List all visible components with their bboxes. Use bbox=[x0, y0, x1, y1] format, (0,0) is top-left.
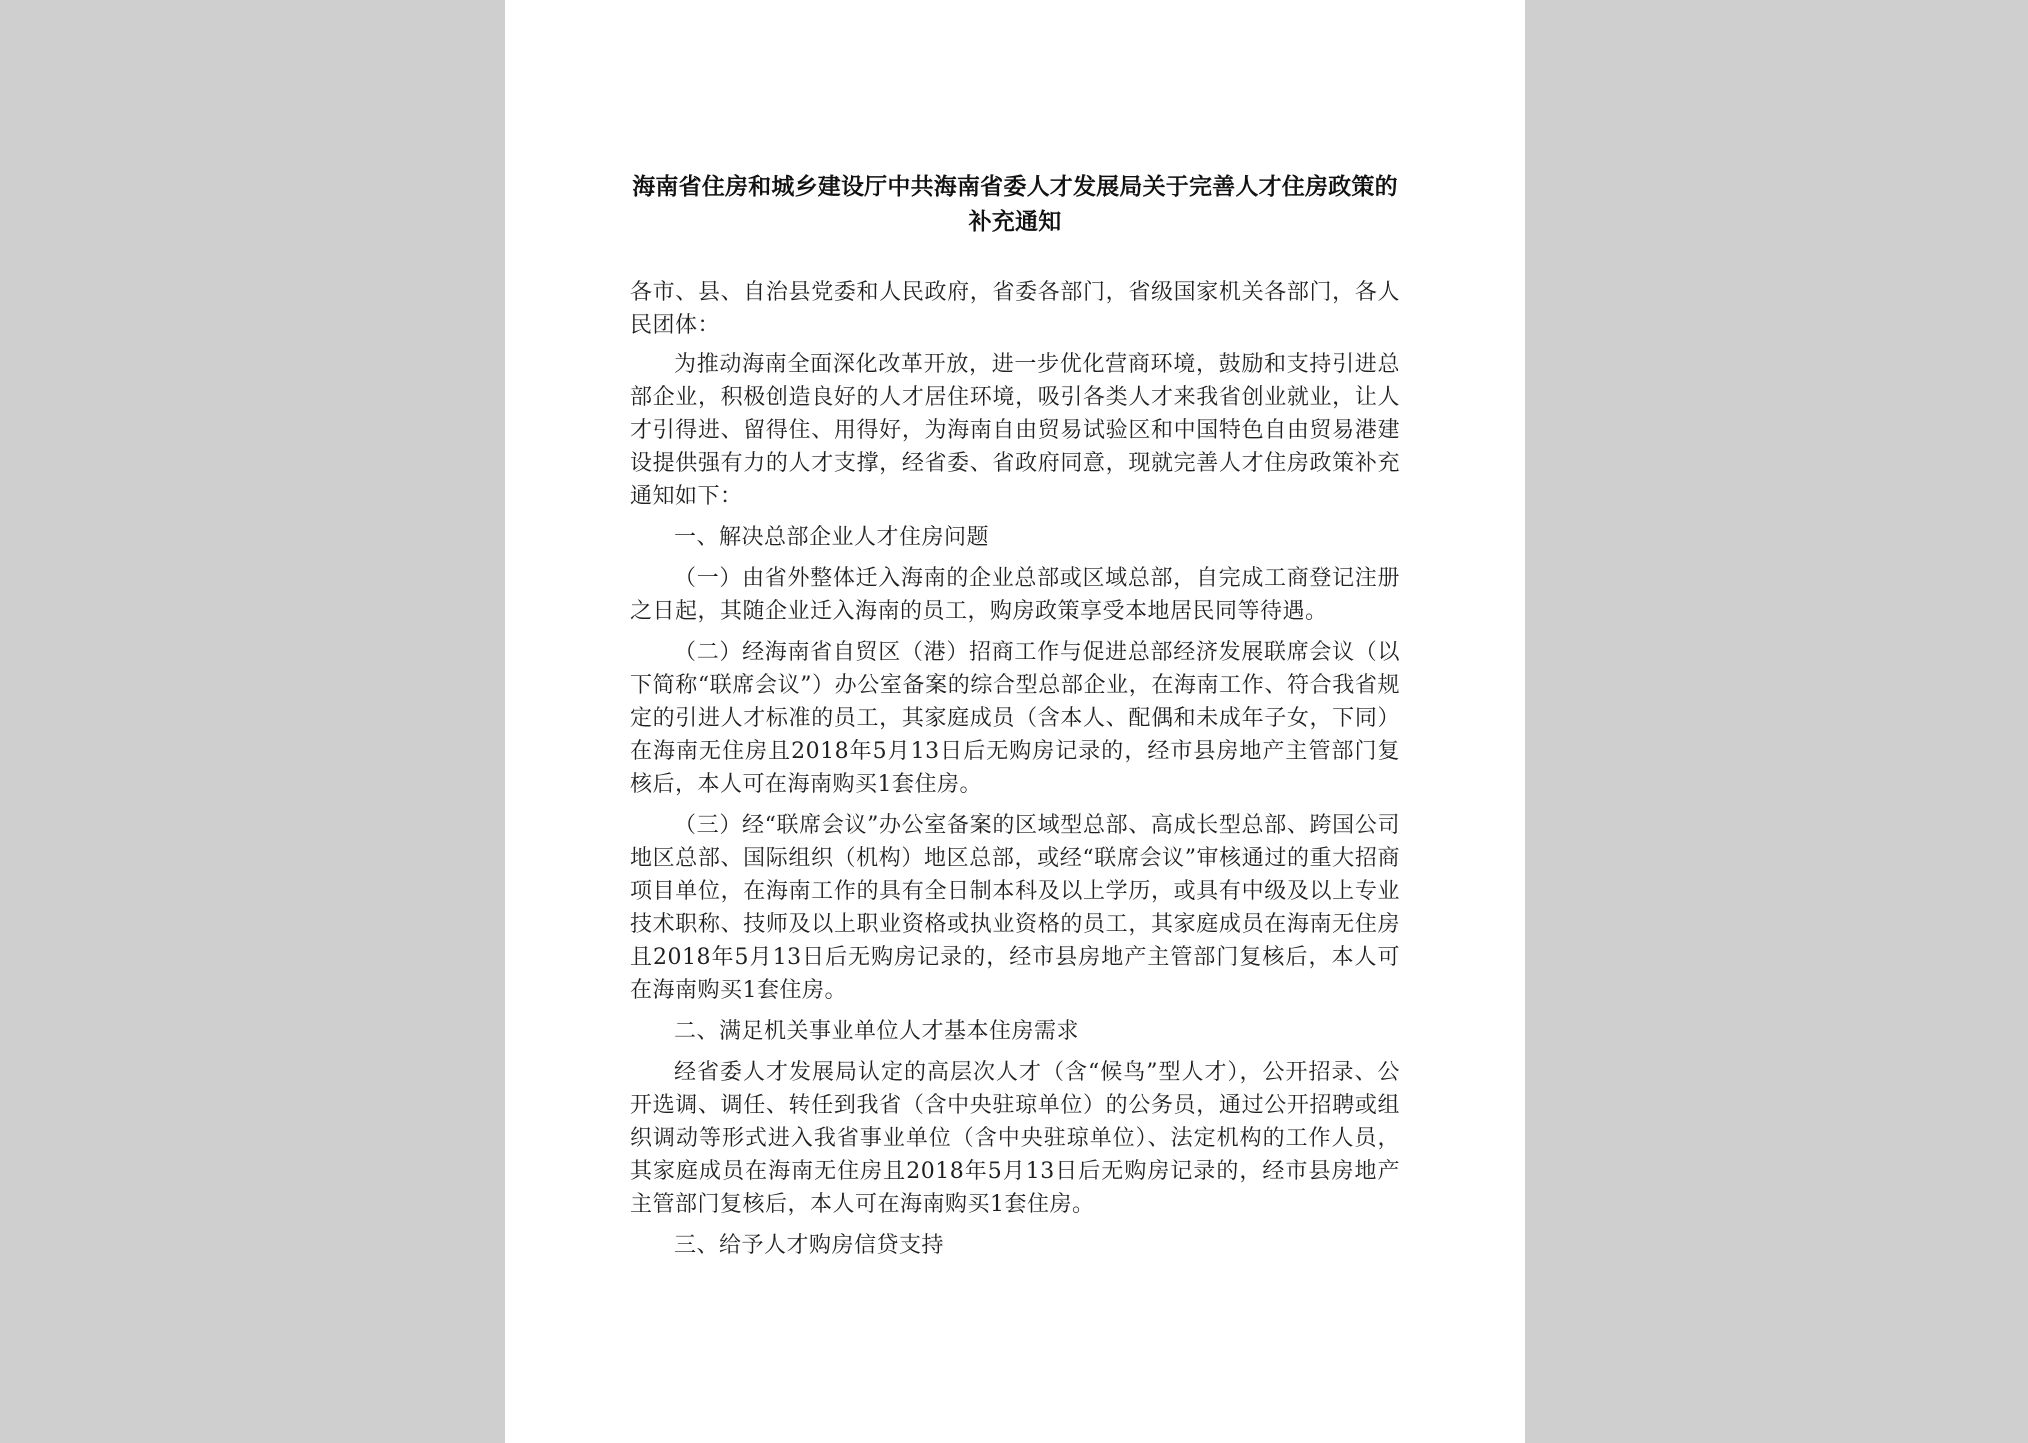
paragraph-intro: 为推动海南全面深化改革开放，进一步优化营商环境，鼓励和支持引进总部企业，积极创造良好的人才居住环境，吸引各类人才来我省创业就业，让人才引得进、留得住、用得好，为海南自由贸易试验区和中国特色自由贸易港建设提供强有力的人才支撑，经省委、省政府同意，现就完善人才住房政策补充通知如下： bbox=[630, 352, 1400, 509]
paragraph-item-3: （三）经“联席会议”办公室备案的区域型总部、高成长型总部、跨国公司地区总部、国际组织（机构）地区总部，或经“联席会议”审核通过的重大招商项目单位，在海南工作的具有全日制本科及以上学历，或具有中级及以上专业技术职称、技师及以上职业资格或执业资格的员工，其家庭成员在海南无住房且2018年5月13日后无购房记录的，经市县房地产主管部门复核后，本人可在海南购买1套住房。 bbox=[630, 813, 1400, 1003]
section-heading-3: 三、给予人才购房信贷支持 bbox=[674, 1233, 945, 1258]
salutation: 各市、县、自治县党委和人民政府，省委各部门，省级国家机关各部门，各人民团体： bbox=[630, 280, 1400, 338]
document-body bbox=[630, 276, 1400, 1270]
paragraph-section-2: 经省委人才发展局认定的高层次人才（含“候鸟”型人才），公开招录、公开选调、调任、转任到我省（含中央驻琼单位）的公务员，通过公开招聘或组织调动等形式进入我省事业单位（含中央驻琼单位）、法定机构的工作人员，其家庭成员在海南无住房且2018年5月13日后无购房记录的，经市县房地产主管部门复核后，本人可在海南购买1套住房。 bbox=[630, 1060, 1400, 1217]
section-heading-2: 二、满足机关事业单位人才基本住房需求 bbox=[674, 1019, 1080, 1044]
section-heading-1: 一、解决总部企业人才住房问题 bbox=[674, 525, 990, 550]
paragraph-item-1: （一）由省外整体迁入海南的企业总部或区域总部，自完成工商登记注册之日起，其随企业迁入海南的员工，购房政策享受本地居民同等待遇。 bbox=[630, 566, 1400, 624]
document-page bbox=[505, 0, 1525, 1443]
paragraph-item-2: （二）经海南省自贸区（港）招商工作与促进总部经济发展联席会议（以下简称“联席会议”）办公室备案的综合型总部企业，在海南工作、符合我省规定的引进人才标准的员工，其家庭成员（含本人、配偶和未成年子女，下同）在海南无住房且2018年5月13日后无购房记录的，经市县房地产主管部门复核后，本人可在海南购买1套住房。 bbox=[630, 640, 1400, 797]
document-title: 海南省住房和城乡建设厅中共海南省委人才发展局关于完善人才住房政策的补充通知 bbox=[632, 174, 1398, 235]
